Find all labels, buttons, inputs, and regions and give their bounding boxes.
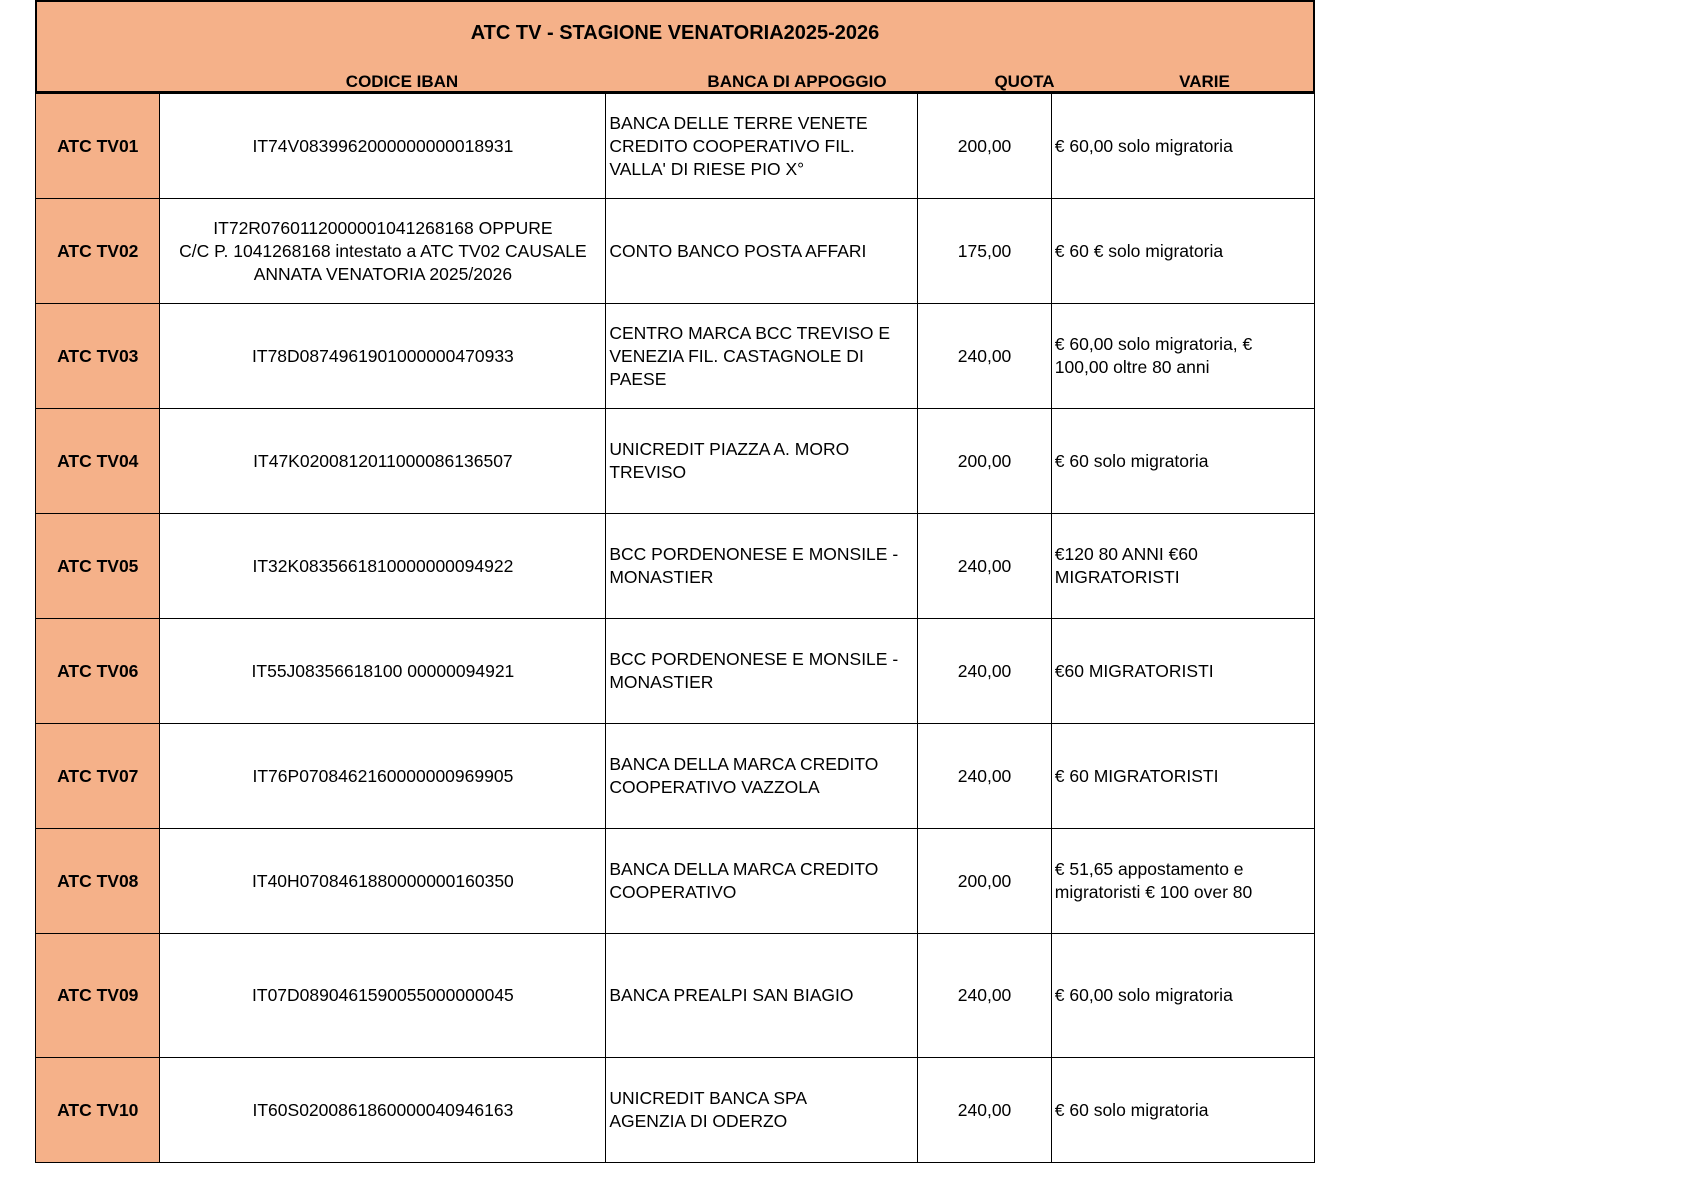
row-varie: € 60 MIGRATORISTI bbox=[1054, 765, 1219, 786]
row-quota: 240,00 bbox=[957, 555, 1012, 576]
row-varie: € 60,00 solo migratoria bbox=[1054, 985, 1233, 1005]
table-row bbox=[36, 934, 1315, 1058]
row-bank: BANCA DELLA MARCA CREDITO COOPERATIVO bbox=[609, 859, 879, 902]
row-varie: € 60,00 solo migratoria, € 100,00 oltre 80 anni bbox=[1054, 334, 1253, 377]
row-quota-cell bbox=[918, 94, 1052, 199]
row-atc-label-cell bbox=[36, 934, 160, 1058]
row-iban-cell bbox=[160, 934, 606, 1058]
row-quota: 200,00 bbox=[957, 870, 1012, 891]
row-atc-label-cell bbox=[36, 514, 160, 619]
row-bank-cell bbox=[606, 619, 918, 724]
row-atc-label-cell bbox=[36, 409, 160, 514]
row-varie-cell bbox=[1051, 199, 1314, 304]
page-title: ATC TV - STAGIONE VENATORIA2025-2026 bbox=[470, 22, 880, 44]
row-atc-label: ATC TV08 bbox=[57, 870, 139, 891]
table-header bbox=[35, 0, 1315, 93]
row-atc-label-cell bbox=[36, 304, 160, 409]
row-varie-cell bbox=[1051, 409, 1314, 514]
row-iban-cell bbox=[160, 1058, 606, 1163]
row-atc-label: ATC TV09 bbox=[57, 985, 139, 1005]
row-atc-label-cell bbox=[36, 619, 160, 724]
row-atc-label: ATC TV04 bbox=[57, 450, 139, 471]
row-quota: 240,00 bbox=[957, 660, 1012, 681]
row-bank-cell bbox=[606, 514, 918, 619]
row-bank: BCC PORDENONESE E MONSILE - MONASTIER bbox=[609, 649, 899, 692]
row-bank: UNICREDIT BANCA SPA AGENZIA DI ODERZO bbox=[609, 1088, 808, 1131]
table-row bbox=[36, 619, 1315, 724]
row-iban-cell bbox=[160, 829, 606, 934]
row-iban: IT32K0835661810000000094922 bbox=[252, 555, 514, 576]
column-header-quota: QUOTA bbox=[994, 72, 1055, 91]
row-iban-cell bbox=[160, 304, 606, 409]
row-iban-cell bbox=[160, 619, 606, 724]
row-bank-cell bbox=[606, 94, 918, 199]
row-atc-label-cell bbox=[36, 94, 160, 199]
iban-table bbox=[35, 93, 1315, 1163]
row-atc-label: ATC TV05 bbox=[57, 555, 139, 576]
row-quota: 200,00 bbox=[957, 450, 1012, 471]
row-varie: €120 80 ANNI €60 MIGRATORISTI bbox=[1054, 544, 1198, 587]
row-iban: IT74V0839962000000000018931 bbox=[252, 135, 514, 156]
row-atc-label: ATC TV06 bbox=[57, 660, 139, 681]
table-row bbox=[36, 829, 1315, 934]
spreadsheet bbox=[35, 0, 1315, 1161]
table-row bbox=[36, 304, 1315, 409]
row-quota: 240,00 bbox=[957, 1099, 1012, 1120]
row-bank: UNICREDIT PIAZZA A. MORO TREVISO bbox=[609, 439, 850, 482]
column-header-bank: BANCA DI APPOGGIO bbox=[707, 72, 887, 91]
row-varie-cell bbox=[1051, 724, 1314, 829]
row-varie: €60 MIGRATORISTI bbox=[1054, 660, 1214, 681]
row-iban: IT72R0760112000001041268168 OPPURE C/C P. 1041268168 intestato a ATC TV02 CAUSALE ANNATA VENATORIA 2025/2026 bbox=[179, 217, 587, 284]
table-row bbox=[36, 94, 1315, 199]
row-varie-cell bbox=[1051, 619, 1314, 724]
table-row bbox=[36, 514, 1315, 619]
row-varie-cell bbox=[1051, 514, 1314, 619]
table-row bbox=[36, 1058, 1315, 1163]
row-atc-label: ATC TV02 bbox=[57, 240, 139, 261]
column-header-varie: VARIE bbox=[1179, 72, 1230, 91]
row-bank-cell bbox=[606, 304, 918, 409]
row-quota-cell bbox=[918, 199, 1052, 304]
row-bank-cell bbox=[606, 409, 918, 514]
row-bank-cell bbox=[606, 934, 918, 1058]
row-iban-cell bbox=[160, 724, 606, 829]
row-quota: 240,00 bbox=[957, 345, 1012, 366]
row-bank: BANCA DELLE TERRE VENETE CREDITO COOPERATIVO FIL. VALLA' DI RIESE PIO X° bbox=[609, 112, 868, 179]
row-iban: IT78D0874961901000000470933 bbox=[252, 345, 514, 366]
row-iban-cell bbox=[160, 409, 606, 514]
row-varie: € 60 solo migratoria bbox=[1054, 1099, 1209, 1120]
row-quota-cell bbox=[918, 619, 1052, 724]
row-atc-label: ATC TV07 bbox=[57, 765, 139, 786]
row-bank: BANCA PREALPI SAN BIAGIO bbox=[609, 985, 854, 1005]
row-varie-cell bbox=[1051, 304, 1314, 409]
row-varie-cell bbox=[1051, 829, 1314, 934]
row-bank-cell bbox=[606, 1058, 918, 1163]
row-varie: € 60,00 solo migratoria bbox=[1054, 135, 1233, 156]
row-bank: CENTRO MARCA BCC TREVISO E VENEZIA FIL. CASTAGNOLE DI PAESE bbox=[609, 322, 891, 389]
row-varie: € 51,65 appostamento e migratoristi € 100 over 80 bbox=[1054, 859, 1253, 902]
row-varie-cell bbox=[1051, 934, 1314, 1058]
row-atc-label-cell bbox=[36, 724, 160, 829]
row-bank: BANCA DELLA MARCA CREDITO COOPERATIVO VAZZOLA bbox=[609, 754, 879, 797]
row-quota-cell bbox=[918, 934, 1052, 1058]
row-bank: CONTO BANCO POSTA AFFARI bbox=[609, 240, 867, 261]
table-row bbox=[36, 724, 1315, 829]
row-atc-label: ATC TV03 bbox=[57, 345, 139, 366]
row-quota: 240,00 bbox=[957, 985, 1012, 1005]
row-quota-cell bbox=[918, 1058, 1052, 1163]
row-iban: IT76P0708462160000000969905 bbox=[252, 765, 514, 786]
row-varie: € 60 solo migratoria bbox=[1054, 450, 1209, 471]
table-row bbox=[36, 409, 1315, 514]
row-atc-label-cell bbox=[36, 1058, 160, 1163]
row-quota: 240,00 bbox=[957, 765, 1012, 786]
row-iban: IT60S0200861860000040946163 bbox=[252, 1099, 514, 1120]
row-quota-cell bbox=[918, 724, 1052, 829]
row-atc-label: ATC TV01 bbox=[57, 135, 139, 156]
row-iban: IT47K0200812011000086136507 bbox=[253, 450, 513, 471]
row-quota-cell bbox=[918, 514, 1052, 619]
row-quota: 175,00 bbox=[957, 240, 1012, 261]
row-varie-cell bbox=[1051, 94, 1314, 199]
row-bank-cell bbox=[606, 724, 918, 829]
row-varie-cell bbox=[1051, 1058, 1314, 1163]
table-row bbox=[36, 199, 1315, 304]
row-atc-label: ATC TV10 bbox=[57, 1099, 139, 1120]
row-quota-cell bbox=[918, 409, 1052, 514]
row-iban: IT40H0708461880000000160350 bbox=[252, 870, 514, 891]
row-iban: IT55J08356618100 00000094921 bbox=[251, 660, 515, 681]
row-bank-cell bbox=[606, 829, 918, 934]
row-quota-cell bbox=[918, 304, 1052, 409]
row-iban: IT07D0890461590055000000045 bbox=[252, 985, 514, 1005]
row-atc-label-cell bbox=[36, 199, 160, 304]
column-header-iban: CODICE IBAN bbox=[345, 72, 459, 91]
row-bank-cell bbox=[606, 199, 918, 304]
row-iban-cell bbox=[160, 514, 606, 619]
row-quota: 200,00 bbox=[957, 135, 1012, 156]
row-iban-cell bbox=[160, 199, 606, 304]
row-iban-cell bbox=[160, 94, 606, 199]
row-bank: BCC PORDENONESE E MONSILE - MONASTIER bbox=[609, 544, 899, 587]
row-varie: € 60 € solo migratoria bbox=[1054, 240, 1224, 261]
row-quota-cell bbox=[918, 829, 1052, 934]
row-atc-label-cell bbox=[36, 829, 160, 934]
